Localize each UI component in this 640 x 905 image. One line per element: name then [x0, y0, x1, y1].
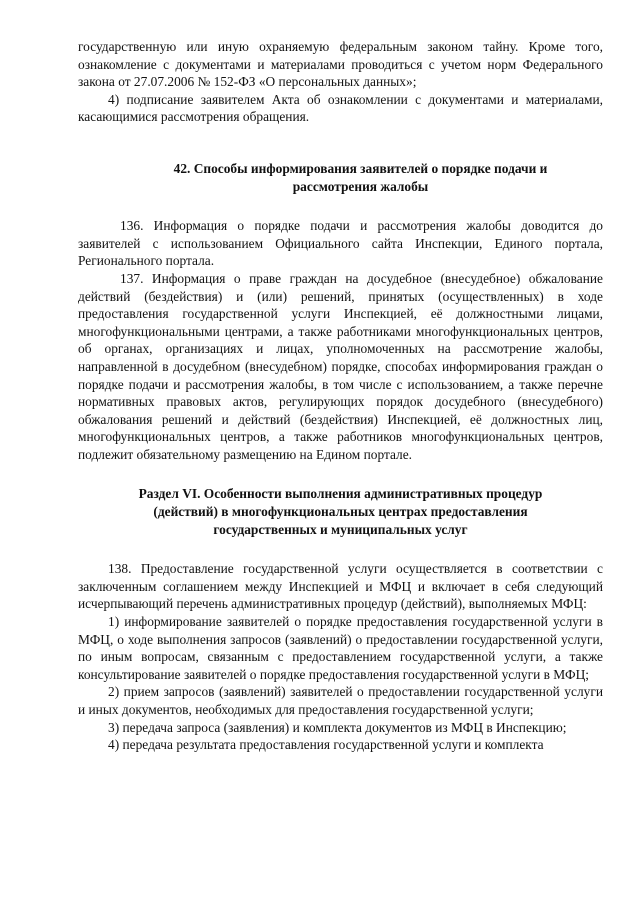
section-6-title-line-2: (действий) в многофункциональных центрах предоставления: [153, 504, 528, 520]
section-42-title-line-2: рассмотрения жалобы: [292, 178, 429, 194]
intro-paragraph-1: государственную или иную охраняемую федеральным законом тайну. Кроме того, ознакомление с документами и материалами проводиться с учетом норм Федерального закона от 27.07.2006 № 152-ФЗ «О персональных данных»;: [78, 39, 603, 90]
section-6-title-line-1: Раздел VI. Особенности выполнения административных процедур: [138, 486, 543, 502]
list-item-4: 4) передача результата предоставления государственной услуги и комплекта: [108, 737, 544, 753]
intro-paragraph-2: 4) подписание заявителем Акта об ознакомлении с документами и материалами, касающимися рассмотрения обращения.: [78, 91, 603, 125]
section-42-heading: [78, 160, 603, 195]
list-item-3: 3) передача запроса (заявления) и комплекта документов из МФЦ в Инспекцию;: [108, 719, 567, 735]
list-item-1: 1) информирование заявителей о порядке предоставления государственной услуги в МФЦ, о ходе выполнения запросов (заявлений) о предоставлении государственной услуги, по иным вопросам, связанным с предоставлением государственной услуги, а также консультирование заявителей о порядке предоставления государственной услуги в МФЦ;: [78, 614, 603, 682]
paragraph-137: 137. Информация о праве граждан на досудебное (внесудебное) обжалование действий (бездействия) и (или) решений, принятых (осуществленных) в ходе предоставления государственной услуги Инспекцией, её должностными лицами, многофункциональными центрами, а также работниками многофункциональных центров, об органах, организациях и лицах, уполномоченных на рассмотрение жалобы, направленной в досудебном (внесудебном) порядке, способах информирования граждан о порядке подачи и рассмотрения жалобы, в том числе с использованием, а также перечне нормативных правовых актов, регулирующих порядок досудебного (внесудебного) обжалования решений и действий (бездействия) Инспекцией, её должностных лиц, многофункциональных центров, а также работников многофункциональных центров, подлежит обязательному размещению на Едином портале.: [78, 270, 603, 462]
paragraph-136: 136. Информация о порядке подачи и рассмотрения жалобы доводится до заявителей с использованием Официального сайта Инспекции, Единого портала, Регионального портала.: [78, 218, 603, 269]
section-42-title-line-1: 42. Способы информирования заявителей о порядке подачи и: [173, 160, 548, 176]
document-page: [78, 38, 603, 754]
list-item-2: 2) прием запросов (заявлений) заявителей о предоставлении государственной услуги и иных документов, необходимых для предоставления государственной услуги;: [78, 684, 603, 717]
section-6-heading: [78, 485, 603, 538]
paragraph-138: 138. Предоставление государственной услуги осуществляется в соответствии с заключенным соглашением между Инспекцией и МФЦ и включает в себя следующий исчерпывающий перечень административных процедур (действий), выполняемых МФЦ:: [78, 561, 603, 612]
section-6-title-line-3: государственных и муниципальных услуг: [213, 521, 468, 537]
